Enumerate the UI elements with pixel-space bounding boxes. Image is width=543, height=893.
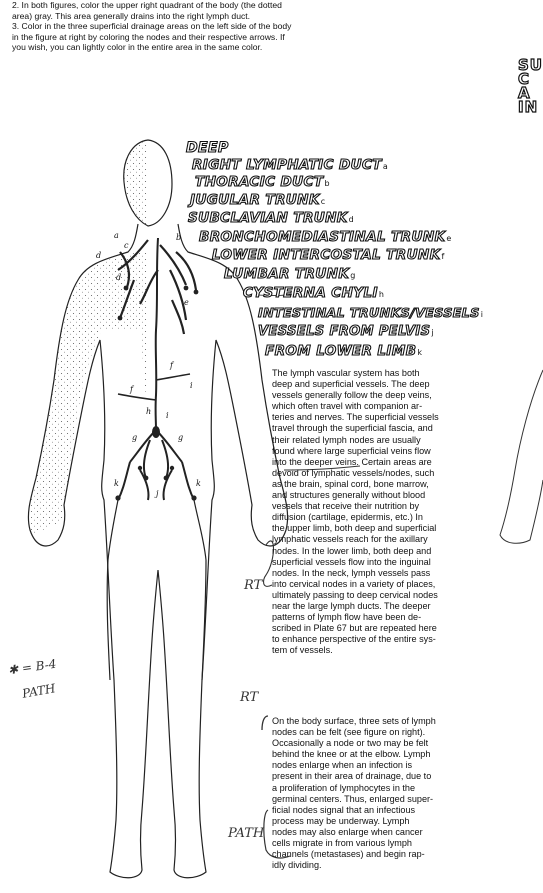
heading-deep: DEEP [186, 140, 229, 156]
title-lumbar-trunk: LUMBAR TRUNKg [224, 266, 356, 282]
instruction-line: 3. Color in the three superficial drainage areas on the left side of the body [12, 21, 292, 32]
text-line: found where large superficial veins flow [272, 445, 431, 456]
figure-label: e [184, 298, 189, 307]
text-line: as the brain, spinal cord, bone marrow, [272, 478, 429, 489]
title-lower-intercostal-trunk: LOWER INTERCOSTAL TRUNKf [212, 247, 445, 263]
instruction-line: area) gray. This area generally drains into the right lymph duct. [12, 10, 251, 21]
text-line: On the body surface, three sets of lymph [272, 716, 436, 726]
body-paragraph-2 [272, 716, 518, 871]
instruction-line: 2. In both figures, color the upper right quadrant of the body (the dotted [12, 0, 282, 10]
text-line: patterns of lymph flow have been de- [272, 612, 422, 623]
figure-label: c [124, 241, 129, 250]
text-line: near the large lymph ducts. The deeper [272, 600, 431, 611]
text-line: the upper limb, both deep and superficial [272, 523, 437, 534]
figure-label: k [114, 479, 119, 488]
text-line: into cervical nodes in a variety of places, [272, 578, 436, 589]
text-line: nodes. In the neck, lymph vessels pass [272, 567, 431, 578]
text-line: germinal centers. Thus, enlarged super- [272, 793, 434, 804]
hand-bracket [262, 716, 268, 730]
figure-label: b [176, 233, 182, 242]
text-line: superficial vessels flow into the inguinal [272, 556, 431, 567]
text-line: The lymph vascular system has both [272, 368, 420, 378]
handwritten-note-b4: ✱ = B-4 [7, 656, 58, 678]
text-line: teries and nerves. The superficial vessels [272, 412, 439, 423]
text-line: Occasionally a node or two may be felt [272, 738, 429, 749]
title-from-lower-limb: FROM LOWER LIMBk [265, 343, 423, 359]
text-line: vessels that receive their nutrition by [272, 501, 420, 512]
figure-label: f [130, 385, 133, 394]
title-cysterna-chyli: CYSTERNA CHYLIh [243, 285, 385, 301]
figure-label: k [196, 479, 201, 488]
text-line: behind the knee or at the elbow. Lymph [272, 749, 431, 760]
figure-label: j [156, 489, 159, 498]
intercostal-vessels [118, 374, 190, 400]
text-line: channels (metastases) and begin rap- [272, 849, 425, 860]
text-line: process may be underway. Lymph [272, 815, 410, 826]
title-intestinal-trunks: INTESTINAL TRUNKS/VESSELSi [258, 305, 484, 320]
handwritten-path: PATH [228, 826, 265, 841]
dotted-drainage-area [30, 140, 148, 535]
figure-label: d [96, 251, 102, 260]
text-line: nodes can be felt (see figure on right). [272, 727, 426, 738]
figure-label: g [132, 433, 138, 442]
text-line: ficial nodes signal that an infectious [272, 804, 416, 815]
text-line: idly dividing. [272, 860, 322, 871]
text-line: nodes enlarge when an infection is [272, 760, 413, 771]
text-line: which often travel with companion ar- [272, 401, 423, 412]
handwritten-rt-1: RT [244, 578, 263, 593]
text-line: tem of vessels. [272, 645, 333, 656]
instruction-line: you wish, you can lightly color in the entire area in the same color. [12, 42, 263, 53]
side-title-fragment: SU C A IN [518, 56, 543, 116]
text-line: nodes. In the lower limb, both deep and [272, 545, 432, 556]
text-line: cells migrate in from various lymph [272, 838, 412, 849]
text-line: vessels generally follow the deep veins, [272, 390, 432, 401]
handwritten-rt-2: RT [240, 690, 259, 705]
text-line: into the deeper veins. Certain areas are [272, 456, 432, 467]
handwritten-note-path: PATH [21, 681, 57, 701]
title-jugular-trunk: JUGULAR TRUNKc [190, 192, 326, 208]
text-line: present in their area of drainage, due to [272, 771, 432, 782]
title-bronchomediastinal-trunk: BRONCHOMEDIASTINAL TRUNKe [199, 229, 452, 245]
text-line: and structures generally without blood [272, 490, 426, 501]
figure-label: h [146, 407, 152, 416]
title-vessels-from-pelvis: VESSELS FROM PELVISj [258, 324, 435, 339]
figure-label: a [114, 231, 119, 240]
text-line: scribed in Plate 67 but are repeated here [272, 623, 437, 634]
text-line: nodes may also enlarge when cancer [272, 826, 423, 837]
figure-label: g [178, 433, 184, 442]
text-line: deep and superficial vessels. The deep [272, 379, 430, 390]
instruction-line: in the figure at right by coloring the nodes and their respective arrows. If [12, 31, 285, 42]
text-line: ultimately passing to deep cervical nodes [272, 589, 438, 600]
figure-label: i [190, 381, 193, 390]
title-thoracic-duct: THORACIC DUCTb [195, 174, 330, 190]
title-subclavian-trunk: SUBCLAVIAN TRUNKd [188, 210, 355, 226]
text-line: diffusion (cartilage, epidermis, etc.) In [272, 512, 423, 523]
text-line: to enhance perspective of the entire sys- [272, 634, 436, 645]
figure-label: f [170, 361, 173, 370]
text-line: devoid of lymphatic vessels/nodes, such [272, 467, 435, 478]
left-upper-vessels [160, 245, 196, 334]
text-line: travel through the superficial fascia, and [272, 423, 433, 434]
text-line: a proliferation of lymphocytes in the [272, 782, 416, 793]
text-line: their related lymph nodes are usually [272, 434, 421, 445]
thoracic-duct [156, 238, 158, 430]
figure-label: i [166, 411, 169, 420]
body-paragraph-1 [272, 368, 518, 656]
text-line: lymphatic vessels reach for the axillary [272, 534, 428, 545]
cisterna-chyli [152, 426, 160, 438]
title-right-lymphatic-duct: RIGHT LYMPHATIC DUCTa [192, 157, 389, 173]
figure-label: d [116, 273, 122, 282]
